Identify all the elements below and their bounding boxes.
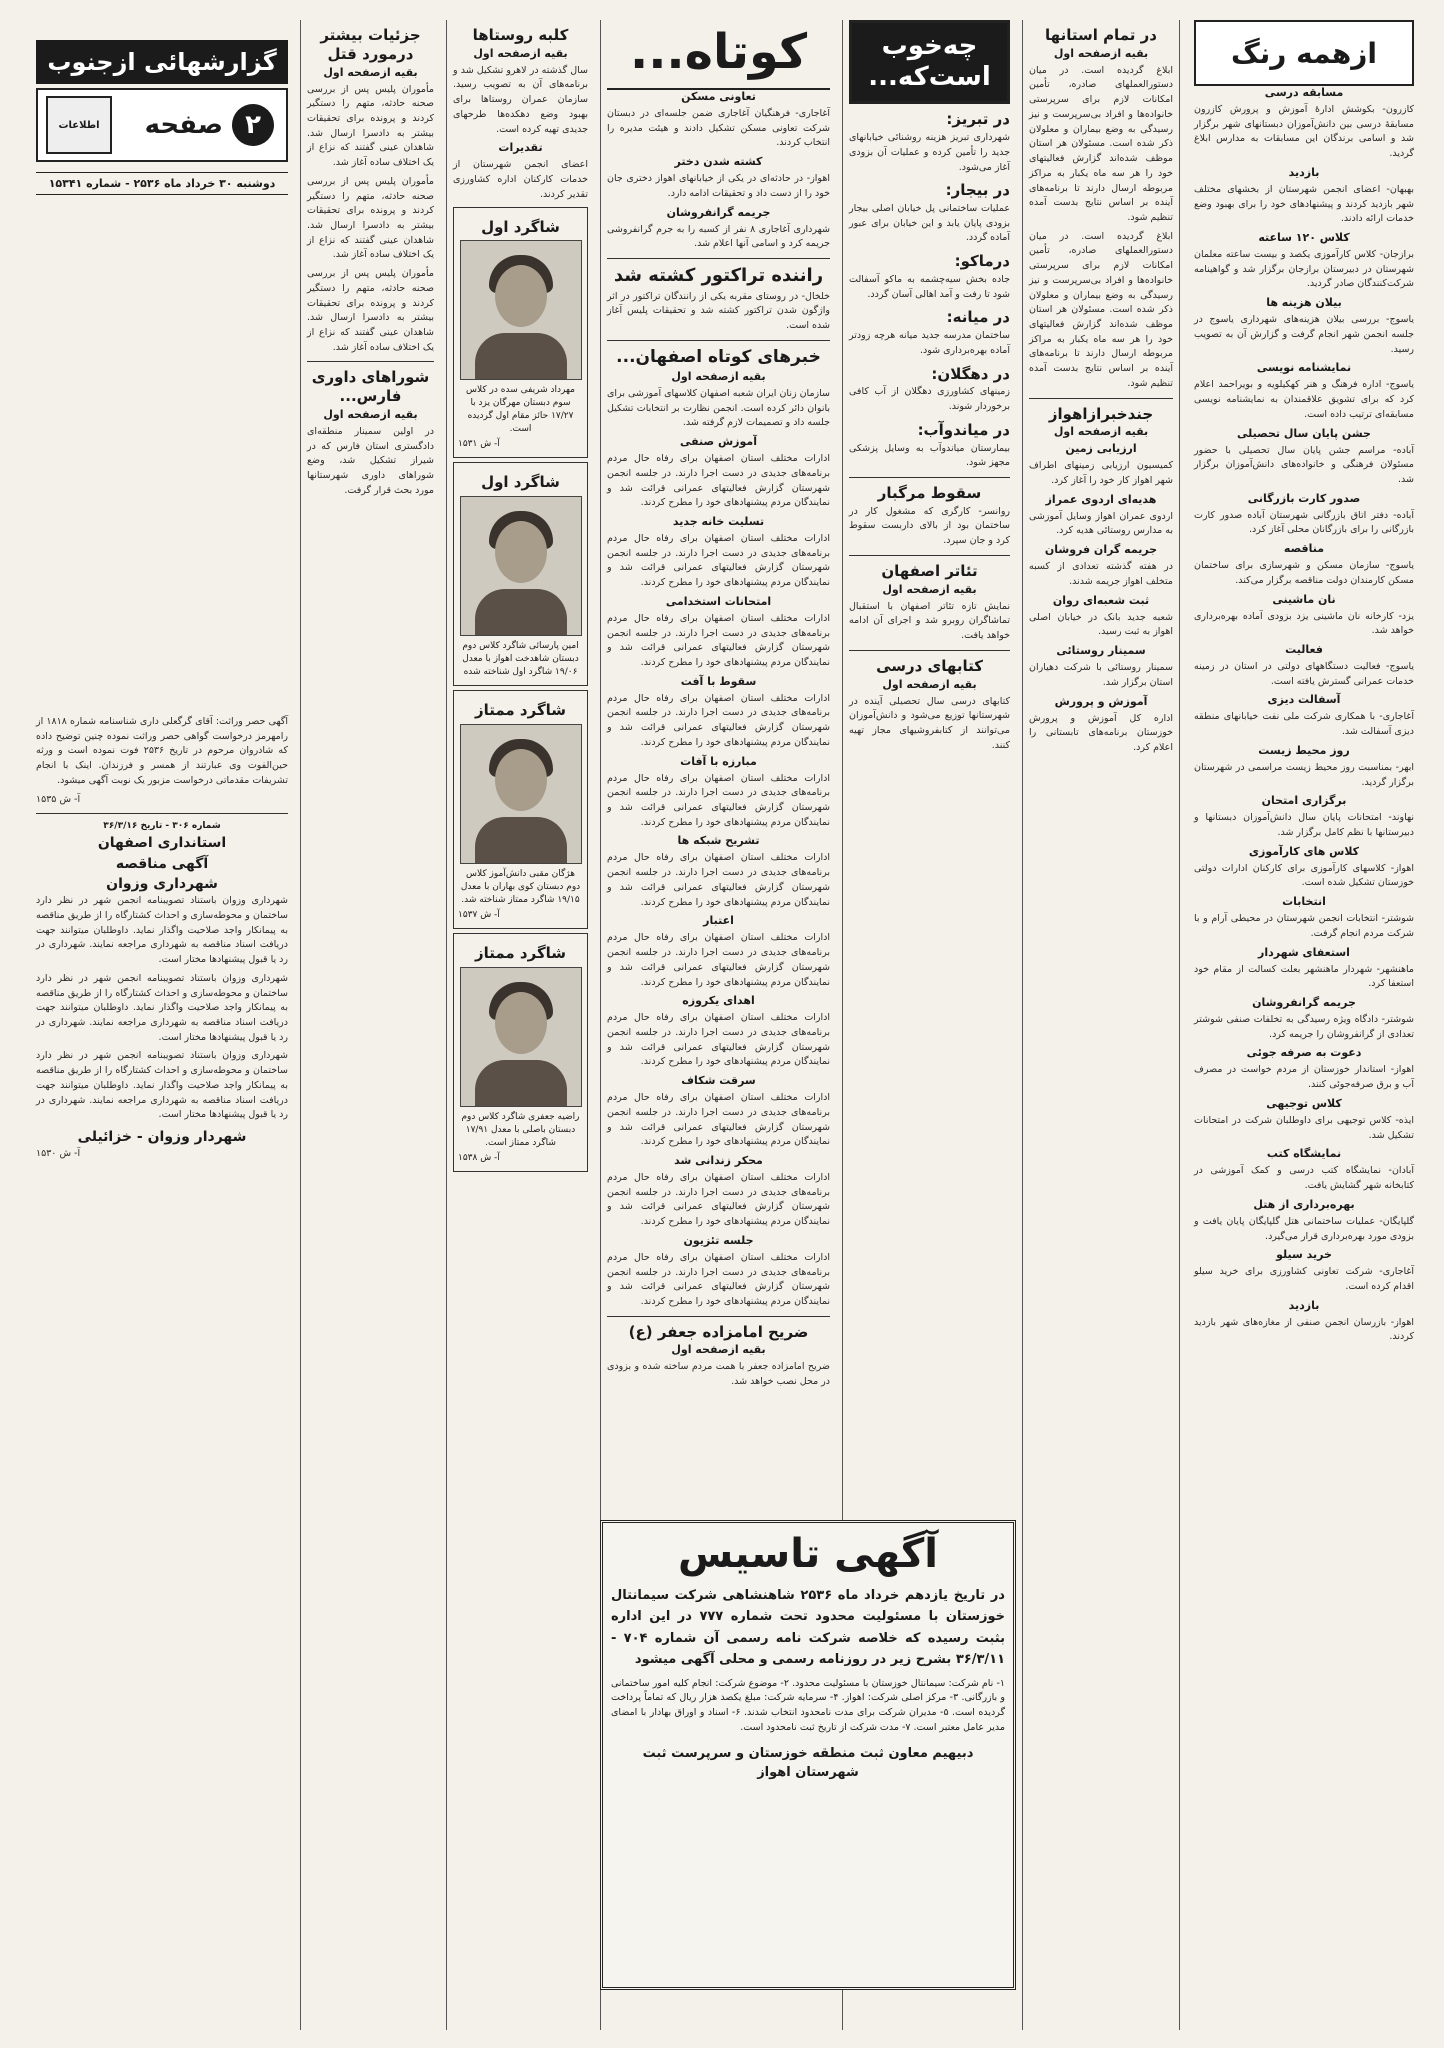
fatal-fall-text: روانسر- کارگری که مشغول کار در ساختمان بود از بالای داربست سقوط کرد و جان سپرد. [849, 505, 1010, 547]
all-colors-item-head: فعالیت [1285, 642, 1323, 656]
student-photo [460, 724, 582, 864]
all-colors-item-text: آغاجاری- شرکت تعاونی کشاورزی برای خرید سیلو اقدام کرده است. [1194, 1266, 1414, 1292]
ahvaz-item-text: کمیسیون ارزیابی زمینهای اطراف شهر اهواز کار خود را آغاز کرد. [1029, 460, 1173, 487]
ahvaz-items [1029, 442, 1173, 755]
all-colors-item-text: ماهنشهر- شهردار ماهنشهر بعلت کسالت از مقام خود استعفا کرد. [1194, 963, 1414, 990]
column-villages [446, 20, 594, 2030]
all-colors-item-head: بازدید [1288, 165, 1320, 179]
all-colors-item-text: ابهر- بمناسبت روز محیط زیست مراسمی در شهرستان برگزار گردید. [1194, 761, 1414, 788]
isfahan-side-text: ادارات مختلف استان اصفهان برای رفاه حال مردم برنامه‌های جدیدی در دست اجرا دارند. در جلسه انجمن شهرستان گزارش فعالیتهای عمرانی قرائت شد و نمایندگان مردم پیشنهادهای خود را مطرح کردند. [607, 1171, 830, 1228]
all-colors-item-text: یاسوج- اداره فرهنگ و هنر کهکیلویه و بویراحمد اعلام کرد که برای تشویق علاقمندان به نمایشنامه نویسی مسابقه‌ای ترتیب داده است. [1194, 379, 1414, 420]
isfahan-side-text: ادارات مختلف استان اصفهان برای رفاه حال مردم برنامه‌های جدیدی در دست اجرا دارند. در جلسه انجمن شهرستان گزارش فعالیتهای عمرانی قرائت شد و نمایندگان مردم پیشنهادهای خود را مطرح کردند. [607, 453, 830, 509]
how-good-text: زمینهای کشاورزی دهگلان از آب کافی برخوردار شوند. [849, 386, 1010, 413]
isfahan-theatre-headline: تئاتر اصفهان [881, 561, 978, 580]
all-colors-item-head: بهره‌برداری از هتل [1253, 1197, 1355, 1211]
short-news-text: آغاجاری- فرهنگیان آغاجاری ضمن جلسه‌ای در دبستان شرکت تعاونی مسکن تشکیل دادند و هیئت مدیره را انتخاب کردند. [607, 108, 830, 149]
all-colors-item-head: دعوت به صرفه جوئی [1246, 1046, 1362, 1060]
ahvaz-item-text: شعبه جدید بانک در خیابان اصلی اهواز به ثبت رسید. [1029, 611, 1173, 638]
all-colors-item-head: نان ماشینی [1272, 592, 1336, 606]
tender-signature: شهردار وزوان - خزائیلی [77, 1129, 247, 1146]
short-news-title: کوتاه... [607, 20, 830, 90]
inheritance-notice: آگهی حصر وراثت: آقای گرگعلی داری شناسنامه شماره ۱۸۱۸ از رامهرمز درخواست گواهی حصر وراثت نموده چنین توضیح داده که شادروان مرحوم در تاریخ ۲۵۳۶ فوت نموده است و ورثه حین‌الفوت وی عبارتند از همسر و فرزندان. اینک با انجام تشریفات مقدماتی درخواست مزبور یک نوبت آگهی میشود. [36, 716, 288, 786]
all-colors-item-head: بیلان هزینه ها [1266, 296, 1342, 310]
how-good-text: بیمارستان میاندوآب به وسایل پزشکی مجهز شود. [849, 442, 1010, 469]
murder-details-text-3: مأموران پلیس پس از بررسی صحنه حادثه، متهم را دستگیر کردند و پرونده برای تحقیقات بیشتر به دادسرا ارسال شد. شاهدان عینی گفتند که نزاع از یک اختلاف ساده آغاز شد. [307, 268, 434, 353]
tender-text: شهرداری وزوان باستناد تصویبنامه انجمن شهر در نظر دارد ساختمان و محوطه‌سازی و احداث کشتارگاه را از طریق مناقصه به پیمانکار واجد صلاحیت واگذار نماید. داوطلبان میتوانند جهت دریافت اسناد مناقصه به شهرداری مراجعه نمایند. شهرداری در رد یا قبول پیشنهادها مختار است. [36, 895, 288, 966]
student-caption: راضیه جعفری شاگرد کلاس دوم دبستان باصلی با معدل ۱۷/۹۱ شاگرد ممتاز است. [461, 1112, 580, 1149]
short-news-text: اهواز- در حادثه‌ای در یکی از خیابانهای اهواز دختری جان خود را از دست داد و تحقیقات ادامه دارد. [607, 173, 830, 199]
student-caption: هژگان مقبی دانش‌آموز کلاس دوم دبستان کوی بهاران با معدل ۱۹/۱۵ شاگرد ممتاز شناخته شد. [460, 869, 581, 906]
how-good-city: درماکو: [954, 252, 1010, 271]
isfahan-short-headline: خبرهای کوتاه اصفهان... [616, 346, 821, 367]
murder-details-continued: بقیه ازصفحه اول [323, 65, 418, 79]
ahvaz-continued: بقیه ازصفحه اول [1053, 425, 1149, 439]
tender-code: آ- ش ۱۵۳۰ [36, 1148, 81, 1160]
dateline: دوشنبه ۳۰ خرداد ماه ۲۵۳۶ - شماره ۱۵۳۴۱ [36, 172, 288, 195]
student-title: شاگرد اول [481, 217, 560, 236]
villages-subhead: تقدیرات [498, 141, 543, 155]
student-caption: مهرداد شریفی سده در کلاس سوم دبستان مهرگان یزد با ۱۷/۲۷ حائز مقام اول گردیده است. [466, 385, 575, 435]
murder-details-headline: جزئیات بیشتر درمورد قتل [320, 26, 421, 63]
tender-text-3: شهرداری وزوان باستناد تصویبنامه انجمن شهر در نظر دارد ساختمان و محوطه‌سازی و احداث کشتارگاه را از طریق مناقصه به پیمانکار واجد صلاحیت واگذار نماید. داوطلبان میتوانند جهت دریافت اسناد مناقصه به شهرداری مراجعه نمایند. شهرداری در رد یا قبول پیشنهادها مختار است. [36, 1050, 288, 1121]
isfahan-side-head: مبارزه با آفات [680, 754, 757, 768]
page-number-value: ۲ [232, 104, 274, 146]
ahvaz-item-head: هدیه‌ای اردوی عمراز [1045, 492, 1157, 506]
ahvaz-headline: جندخبرازاهواز [1048, 404, 1154, 423]
how-good-city: در تبریز: [946, 110, 1010, 129]
ahvaz-item-head: آموزش و پرورش [1054, 694, 1148, 708]
how-good-city: در میاندوآب: [917, 420, 1010, 439]
tender-ref: شماره ۳۰۶ - تاریخ ۳۶/۳/۱۶ [103, 821, 221, 832]
textbooks-continued: بقیه ازصفحه اول [882, 677, 977, 691]
establishment-ad-signature: دبیهیم معاون ثبت منطقه خوزستان و سرپرست ثبت شهرستان اهواز [642, 1745, 974, 1781]
all-colors-item-head: کلاس ۱۲۰ ساعته [1258, 231, 1350, 245]
fars-councils-headline: شوراهای داوری فارس... [311, 368, 430, 406]
all-colors-item-text: یاسوج- سازمان مسکن و شهرسازی برای ساختمان مسکن کارمندان دولت مناقصه برگزار می‌کند. [1194, 560, 1414, 586]
column-south-reports [30, 20, 294, 2030]
all-colors-item-text: اهواز- بازرسان انجمن صنفی از مغازه‌های شهر بازدید کردند. [1194, 1316, 1414, 1343]
all-colors-item-text: یاسوج- فعالیت دستگاههای دولتی در استان در زمینه خدمات عمرانی گسترش یافته است. [1194, 660, 1414, 687]
isfahan-short-text: سازمان زنان ایران شعبه اصفهان کلاسهای آموزشی برای بانوان دائر کرده است. انجمن نظارت بر انتخابات تشکیل جلسه داد و تصمیمات لازم گرفته شد. [607, 387, 830, 429]
tractor-text: خلخال- در روستای مقربه یکی از رانندگان تراکتور در اثر واژگون شدن تراکتور کشته شد و تحقیقات پلیس آغاز شده است. [607, 290, 830, 331]
provinces-continued: بقیه ازصفحه اول [1053, 46, 1149, 60]
student-title: شاگرد اول [481, 473, 560, 492]
how-good-blocks [849, 110, 1010, 471]
all-colors-item-text: آباده- دفتر اتاق بازرگانی شهرستان آباده صدور کارت بازرگانی را برای بازرگانان محلی آغاز کرد. [1194, 509, 1414, 536]
all-colors-item-head: جشن پایان سال تحصیلی [1237, 426, 1371, 440]
top-students [453, 207, 588, 1173]
establishment-ad [600, 1520, 1016, 1990]
student-box [453, 207, 588, 459]
short-news-head: کشته شدن دختر [674, 155, 763, 169]
tractor-headline: راننده تراکتور کشته شد [613, 265, 824, 287]
how-good-city: در بیجار: [945, 181, 1010, 200]
ahvaz-item-text: اردوی عمران اهواز وسایل آموزشی به مدارس روستائی هدیه کرد. [1029, 510, 1173, 537]
ahvaz-item-head: ارزیابی زمین [1065, 442, 1137, 456]
all-colors-item-head: نمایشنامه نویسی [1256, 361, 1352, 375]
all-colors-item-head: جریمه گرانفروشان [1252, 996, 1356, 1010]
villages-text-2: اعضای انجمن شهرستان از خدمات کارکنان اداره کشاورزی تقدیر کردند. [453, 159, 588, 200]
isfahan-side-head: جلسه تئزیون [683, 1233, 754, 1247]
page-label: صفحه [144, 110, 223, 140]
provinces-headline: در تمام استانها [1045, 26, 1157, 44]
all-colors-item-head: صدور کارت بازرگانی [1247, 491, 1361, 505]
all-colors-item-head: نمایشگاه کتب [1266, 1147, 1342, 1161]
all-colors-item-text: برازجان- کلاس کارآموزی یکصد و بیست ساعته معلمان شهرستان در دبیرستان برازجان برگزار شد و گواهینامه شرکت‌کنندگان صادر گردید. [1194, 249, 1414, 290]
all-colors-item-text: گلپایگان- عملیات ساختمانی هتل گلپایگان پایان یافت و بزودی مورد بهره‌برداری قرار می‌گیرد. [1194, 1215, 1414, 1242]
fatal-fall-headline: سقوط مرگبار [877, 483, 982, 502]
all-colors-item-text: اهواز- استاندار خوزستان از مردم خواست در مصرف آب و برق صرفه‌جوئی کنند. [1194, 1064, 1414, 1091]
isfahan-side-text: ادارات مختلف استان اصفهان برای رفاه حال مردم برنامه‌های جدیدی در دست اجرا دارند. در جلسه انجمن شهرستان گزارش فعالیتهای عمرانی قرائت شد و نمایندگان مردم پیشنهادهای خود را مطرح کردند. [607, 692, 830, 748]
how-good-text: شهرداری تبریز هزینه روشنائی خیابانهای جدید را تأمین کرده و عملیات آن بزودی آغاز می‌شود. [849, 132, 1010, 173]
isfahan-side-head: محکر زندانی شد [674, 1153, 763, 1167]
isfahan-side-head: امتحانات استخدامی [665, 594, 772, 608]
isfahan-side-text: ادارات مختلف استان اصفهان برای رفاه حال مردم برنامه‌های جدیدی در دست اجرا دارند. در جلسه انجمن شهرستان گزارش فعالیتهای عمرانی قرائت شد و نمایندگان مردم پیشنهادهای خود را مطرح کردند. [607, 1092, 830, 1148]
isfahan-short-continued: بقیه ازصفحه اول [671, 369, 766, 383]
isfahan-side-text: ادارات مختلف استان اصفهان برای رفاه حال مردم برنامه‌های جدیدی در دست اجرا دارند. در جلسه انجمن شهرستان گزارش فعالیتهای عمرانی قرائت شد و نمایندگان مردم پیشنهادهای خود را مطرح کردند. [607, 772, 830, 828]
provinces-text: ابلاغ گردیده است. در میان دستورالعملهای صادره، تأمین امکانات لازم برای سرپرستی خانواده‌ها و افراد بی‌سرپرست و نیز رسیدگی به وضع بیماران و معلولان ذکر شده است. مسئولان هر استان موظف شده‌اند گزارش فعالیتهای خود را هر سه ماه یکبار به مراکز مربوطه ارسال دارند تا برنامه‌های آینده بر اساس نتایج بدست آمده تنظیم شود. [1029, 64, 1173, 223]
villages-headline: کلبه روستاها [472, 26, 569, 44]
all-colors-title: ازهمه رنگ [1194, 20, 1414, 86]
shrine-headline: ضریح امامزاده جعفر (ع) [628, 1322, 809, 1341]
all-colors-items [1194, 86, 1414, 1345]
all-colors-item-text: آبادان- نمایشگاه کتب درسی و کمک آموزشی در کتابخانه شهر گشایش یافت. [1194, 1165, 1414, 1192]
all-colors-item-head: مسابقه درسی [1264, 86, 1344, 99]
student-title: شاگرد ممتاز [474, 701, 567, 720]
short-news-head: جریمه گرانفروشان [666, 205, 771, 219]
isfahan-side-head: تسلیت خانه جدید [672, 514, 765, 528]
student-box [453, 690, 588, 929]
page-number [145, 104, 278, 146]
column-all-colors [1188, 20, 1420, 2030]
all-colors-item-head: مناقصه [1283, 542, 1325, 556]
all-colors-item-text: شوشتر- دادگاه ویژه رسیدگی به تخلفات صنفی شوشتر تعدادی از گرانفروشان را جریمه کرد. [1194, 1014, 1414, 1040]
all-colors-item-head: کلاس توجیهی [1266, 1096, 1342, 1110]
tender-text-2: شهرداری وزوان باستناد تصویبنامه انجمن شهر در نظر دارد ساختمان و محوطه‌سازی و احداث کشتارگاه را از طریق مناقصه به پیمانکار واجد صلاحیت واگذار نماید. داوطلبان میتوانند جهت دریافت اسناد مناقصه به شهرداری مراجعه نمایند. شهرداری در رد یا قبول پیشنهادها مختار است. [36, 972, 288, 1043]
all-colors-item-text: یزد- کارخانه نان ماشینی یزد بزودی آماده بهره‌برداری خواهد شد. [1194, 610, 1414, 637]
how-good-city: در میانه: [946, 308, 1010, 327]
all-colors-item-head: آسفالت دیزی [1267, 693, 1341, 707]
newspaper-logo: اطلاعات [46, 96, 112, 154]
short-news-blocks [607, 90, 830, 252]
all-colors-item-text: آغاجاری- با همکاری شرکت ملی نفت خیابانهای منطقه دیزی آسفالت شد. [1194, 711, 1414, 738]
student-box [453, 462, 588, 686]
all-colors-item-head: خرید سیلو [1276, 1248, 1332, 1262]
column-details [300, 20, 440, 2030]
shrine-text: ضریح امامزاده جعفر با همت مردم ساخته شده و بزودی در محل نصب خواهد شد. [607, 1361, 830, 1388]
isfahan-side-head: اهدای یکروزه [682, 994, 755, 1008]
isfahan-side-head: سرقت شکاف [681, 1074, 756, 1088]
how-good-text: جاده بخش سیه‌چشمه به ماکو آسفالت شود تا رفت و آمد اهالی آسان گردد. [849, 273, 1010, 300]
all-colors-item-head: برگزاری امتحان [1261, 794, 1347, 808]
page-number-box [36, 88, 288, 162]
fars-councils-text: در اولین سمینار منطقه‌ای دادگستری استان فارس که در شیراز تشکیل شد، وضع شوراهای داوری شهرستانها مورد بحث قرار گرفت. [307, 425, 434, 496]
isfahan-side-head: آموزش صنفی [680, 435, 757, 449]
murder-details-text: مأموران پلیس پس از بررسی صحنه حادثه، متهم را دستگیر کردند و پرونده برای تحقیقات بیشتر به دادسرا ارسال شد. شاهدان عینی گفتند که نزاع از یک اختلاف ساده آغاز شد. [307, 83, 434, 169]
column-provinces [1022, 20, 1180, 2030]
ahvaz-item-head: ثبت شعبه‌ای روان [1052, 593, 1150, 607]
fars-councils-continued: بقیه ازصفحه اول [323, 407, 418, 421]
isfahan-theatre-continued: بقیه ازصفحه اول [882, 582, 977, 596]
all-colors-item-text: آباده- مراسم جشن پایان سال تحصیلی با حضور مسئولان فرهنگی و خانواده‌های دانش‌آموزان برگزار شد. [1194, 444, 1414, 485]
textbooks-text: کتابهای درسی سال تحصیلی آینده در شهرستانها توزیع می‌شود و دانش‌آموزان می‌توانند از کتابفروشیهای مجاز تهیه کنند. [849, 695, 1010, 751]
all-colors-item-head: استعفای شهردار [1258, 945, 1350, 959]
ahvaz-item-head: سمینار روستائی [1056, 644, 1146, 658]
villages-continued: بقیه ازصفحه اول [473, 46, 568, 60]
all-colors-item-head: بازدید [1288, 1298, 1320, 1312]
all-colors-item-text: ایذه- کلاس توجیهی برای داوطلبان شرکت در امتحانات تشکیل شد. [1194, 1114, 1414, 1141]
student-box [453, 933, 588, 1172]
student-code: آ- ش ۱۵۳۱ [458, 439, 500, 450]
isfahan-side-text: ادارات مختلف استان اصفهان برای رفاه حال مردم برنامه‌های جدیدی در دست اجرا دارند. در جلسه انجمن شهرستان گزارش فعالیتهای عمرانی قرائت شد و نمایندگان مردم پیشنهادهای خود را مطرح کردند. [607, 532, 830, 589]
isfahan-side-text: ادارات مختلف استان اصفهان برای رفاه حال مردم برنامه‌های جدیدی در دست اجرا دارند. در جلسه انجمن شهرستان گزارش فعالیتهای عمرانی قرائت شد و نمایندگان مردم پیشنهادهای خود را مطرح کردند. [607, 1251, 830, 1307]
provinces-text-2: ابلاغ گردیده است. در میان دستورالعملهای صادره، تأمین امکانات لازم برای سرپرستی خانواده‌ها و افراد بی‌سرپرست و نیز رسیدگی به وضع بیماران و معلولان ذکر شده است. مسئولان هر استان موظف شده‌اند گزارش فعالیتهای خود را هر سه ماه یکبار به مراکز مربوطه ارسال دارند تا برنامه‌های آینده بر اساس نتایج بدست آمده تنظیم شود. [1029, 230, 1173, 389]
ahvaz-item-head: جریمه گران فروشان [1044, 543, 1158, 557]
how-good-title: چه‌خوب است‌که... [849, 20, 1010, 104]
all-colors-item-head: انتخابات [1282, 895, 1326, 909]
isfahan-side-text: ادارات مختلف استان اصفهان برای رفاه حال مردم برنامه‌های جدیدی در دست اجرا دارند. در جلسه انجمن شهرستان گزارش فعالیتهای عمرانی قرائت شد و نمایندگان مردم پیشنهادهای خود را مطرح کردند. [607, 612, 830, 668]
all-colors-item-text: شوشتر- انتخابات انجمن شهرستان در محیطی آرام و با شرکت مردم انجام گرفت. [1194, 913, 1414, 939]
student-code: آ- ش ۱۵۳۸ [458, 1153, 500, 1164]
how-good-text: عملیات ساختمانی پل خیابان اصلی بیجار بزودی پایان یابد و این خیابان برای عبور آماده گردد. [849, 203, 1010, 244]
all-colors-item-text: اهواز- کلاسهای کارآموزی برای کارکنان ادارات دولتی خوزستان تشکیل شده است. [1194, 862, 1414, 889]
villages-text: سال گذشته در لاهرو تشکیل شد و برنامه‌های آن به تصویب رسید. سازمان عمران روستاها برای بهبود وضع دهکده‌ها طرحهای جدیدی تهیه کرده است. [453, 64, 588, 135]
south-reports-title: گزارشهائی ازجنوب [36, 40, 288, 84]
all-colors-item-text: بهبهان- اعضای انجمن شهرستان از بخشهای مختلف شهر بازدید کردند و پیشنهادهای خود را برای بهبود وضع خدمات ارائه دادند. [1194, 183, 1414, 225]
inheritance-notice-code: آ- ش ۱۵۳۵ [36, 793, 81, 805]
tender-gov: استانداری اصفهان [97, 835, 227, 852]
all-colors-item-head: روز محیط زیست [1258, 743, 1350, 757]
student-caption: امین پارسائی شاگرد کلاس دوم دبستان شاهدخت اهواز با معدل ۱۹/۰۶ شاگرد اول شناخته شده [462, 641, 579, 678]
isfahan-side-head: سقوط با آفت [680, 674, 757, 688]
isfahan-side-head: تشریح شبکه ها [677, 834, 760, 848]
all-colors-item-text: یاسوج- بررسی بیلان هزینه‌های شهرداری یاسوج در جلسه انجمن شهر انجام گرفت و گزارش آن به تصویب رسید. [1194, 314, 1414, 355]
shrine-continued: بقیه ازصفحه اول [671, 1343, 766, 1357]
all-colors-item-text: کازرون- بکوشش ادارهٔ آموزش و پرورش کازرون مسابقهٔ درسی بین دانش‌آموزان دبستانهای شهر برگزار شد و اسامی برندگان این مسابقات به مدارس ابلاغ گردید. [1194, 104, 1414, 160]
ahvaz-item-text: سمینار روستائی با شرکت دهیاران استان برگزار شد. [1029, 662, 1173, 688]
isfahan-side-text: ادارات مختلف استان اصفهان برای رفاه حال مردم برنامه‌های جدیدی در دست اجرا دارند. در جلسه انجمن شهرستان گزارش فعالیتهای عمرانی قرائت شد و نمایندگان مردم پیشنهادهای خود را مطرح کردند. [607, 852, 830, 908]
textbooks-headline: کتابهای درسی [876, 656, 983, 675]
short-news-head: تعاونی مسکن [681, 90, 756, 103]
all-colors-item-head: کلاس های کارآموزی [1248, 844, 1360, 858]
student-title: شاگرد ممتاز [474, 944, 567, 963]
all-colors-item-text: نهاوند- امتحانات پایان سال دانش‌آموزان دبستانها و دبیرستانها با نظم کامل برگزار شد. [1194, 812, 1414, 838]
newspaper-page [30, 20, 1420, 2030]
student-photo [460, 967, 582, 1107]
how-good-text: ساختمان مدرسه جدید میانه هرچه زودتر آماده بهره‌برداری شود. [849, 330, 1010, 356]
short-news-text: شهرداری آغاجاری ۸ نفر از کسبه را به جرم گرانفروشی جریمه کرد و اسامی آنها اعلام شد. [607, 223, 830, 250]
student-code: آ- ش ۱۵۳۷ [458, 910, 500, 921]
student-photo [460, 240, 582, 380]
isfahan-side-text: ادارات مختلف استان اصفهان برای رفاه حال مردم برنامه‌های جدیدی در دست اجرا دارند. در جلسه انجمن شهرستان گزارش فعالیتهای عمرانی قرائت شد و نمایندگان مردم پیشنهادهای خود را مطرح کردند. [607, 1012, 830, 1068]
student-photo [460, 496, 582, 636]
isfahan-side-text: ادارات مختلف استان اصفهان برای رفاه حال مردم برنامه‌های جدیدی در دست اجرا دارند. در جلسه انجمن شهرستان گزارش فعالیتهای عمرانی قرائت شد و نمایندگان مردم پیشنهادهای خود را مطرح کردند. [607, 932, 830, 988]
tender-municipality: شهرداری وزوان [106, 875, 218, 892]
isfahan-side-head: اعتبار [703, 914, 734, 928]
how-good-city: در دهگلان: [931, 364, 1010, 383]
establishment-ad-title: آگهی تاسیس [677, 1531, 939, 1577]
establishment-ad-lead: در تاریخ یازدهم خرداد ماه ۲۵۳۶ شاهنشاهی شرکت سیمانتال خوزستان با مسئولیت محدود تحت شماره ۷۷۷ در این اداره بثبت رسیده که خلاصه شرکت نامه رسمی آن شماره ۷۰۴ - ۳۶/۳/۱۱ بشرح زیر در روزنامه رسمی و محلی آگهی میشود [611, 1588, 1005, 1668]
ahvaz-item-text: در هفته گذشته تعدادی از کسبه متخلف اهواز جریمه شدند. [1029, 561, 1173, 587]
isfahan-side-heads [607, 435, 830, 1310]
murder-details-text-2: مأموران پلیس پس از بررسی صحنه حادثه، متهم را دستگیر کردند و پرونده برای تحقیقات بیشتر به دادسرا ارسال شد. شاهدان عینی گفتند که نزاع از یک اختلاف ساده آغاز شد. [307, 175, 434, 261]
isfahan-theatre-text: نمایش تازه تئاتر اصفهان با استقبال تماشاگران روبرو شد و اجرای آن ادامه خواهد یافت. [849, 600, 1010, 642]
ahvaz-item-text: اداره کل آموزش و پرورش خوزستان برنامه‌های تابستانی را اعلام کرد. [1029, 712, 1173, 753]
establishment-ad-body: ۱- نام شرکت: سیمانتال خوزستان با مسئولیت محدود. ۲- موضوع شرکت: انجام کلیه امور ساختمانی و بازرگانی. ۳- مرکز اصلی شرکت: اهواز. ۴- سرمایه شرکت: مبلغ یکصد هزار ریال که تماماً پرداخت گردیده است. ۵- مدیران شرکت برای مدت نامحدود انتخاب شدند. ۶- اسناد و اوراق بهادار با امضای مدیر عامل معتبر است. ۷- مدت شرکت از تاریخ ثبت نامحدود است. [611, 1677, 1006, 1733]
tender-type: آگهی مناقصه [115, 855, 209, 872]
